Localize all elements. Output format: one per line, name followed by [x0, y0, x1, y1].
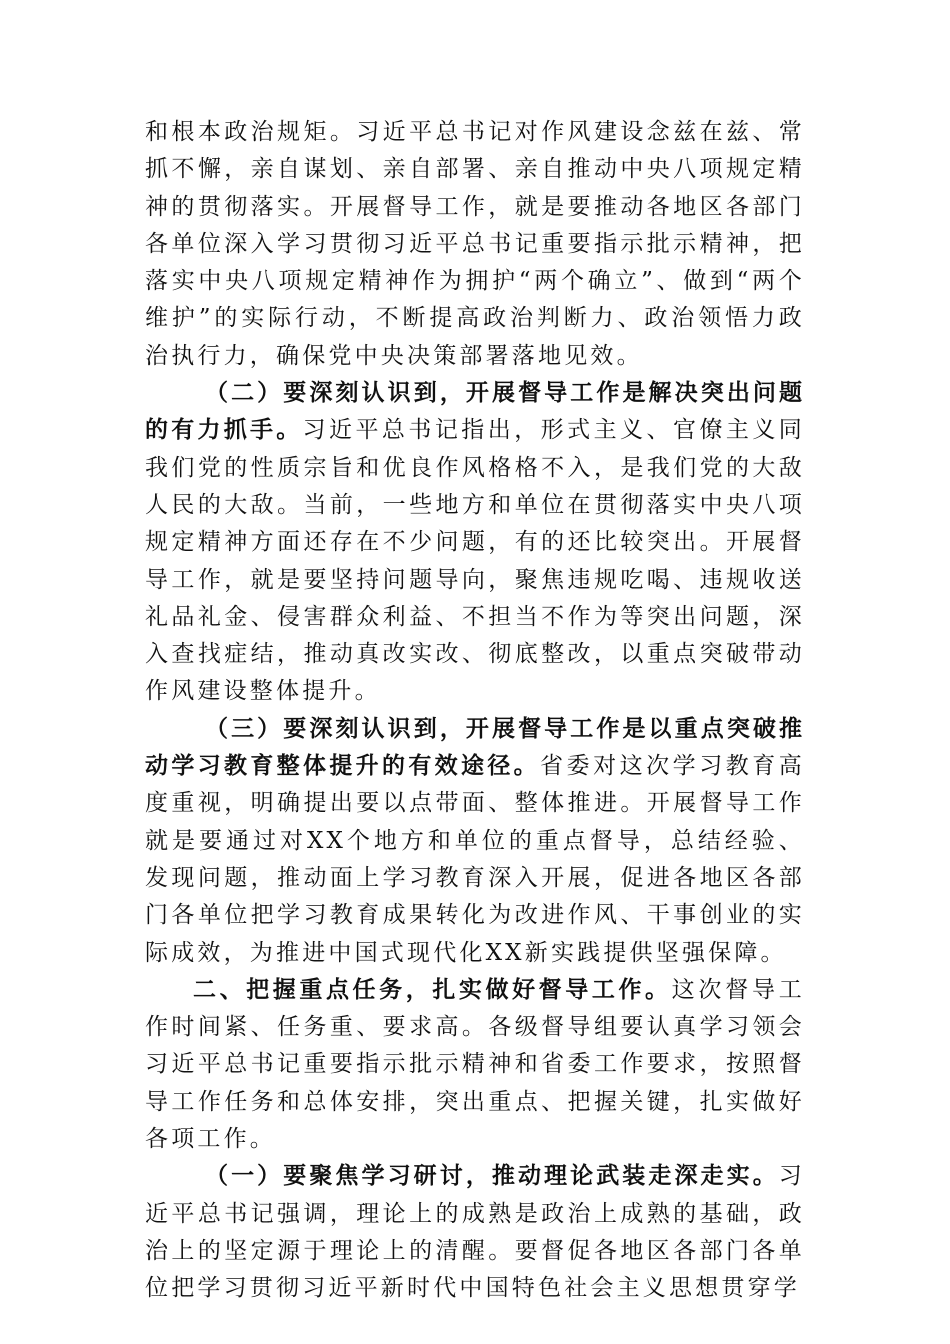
paragraph-heading: （三）要深刻认识到，开展督导工作是以重点突破推动学习教育整体提升的有效途径。: [145, 715, 805, 780]
document-body: [145, 114, 805, 1308]
paragraph-section-2-1: [145, 1158, 805, 1307]
paragraph-section-2: [145, 972, 805, 1158]
paragraph-text: 习近平总书记指出，形式主义、官僚主义同我们党的性质宗旨和优良作风格格不入，是我们党的大敌人民的大敌。当前，一些地方和单位在贯彻落实中央八项规定精神方面还存在不少问题，有的还比较突出。开展督导工作，就是要坚持问题导向，聚焦违规吃喝、违规收送礼品礼金、侵害群众利益、不担当不作为等突出问题，深入查找症结，推动真改实改、彻底整改，以重点突破带动作风建设整体提升。: [145, 417, 805, 705]
paragraph-text: 习近平总书记强调，理论上的成熟是政治上成熟的基础，政治上的坚定源于理论上的清醒。要督促各地区各部门各单位把学习贯彻习近平新时代中国特色社会主义思想贯穿学: [145, 1163, 805, 1302]
paragraph-text: 省委对这次学习教育高度重视，明确提出要以点带面、整体推进。开展督导工作就是要通过对XX个地方和单位的重点督导，总结经验、发现问题，推动面上学习教育深入开展，促进各地区各部门各单位把学习教育成果转化为改进作风、干事创业的实际成效，为推进中国式现代化XX新实践提供坚强保障。: [145, 753, 806, 966]
paragraph-section-1-3: [145, 711, 805, 972]
paragraph-heading: （二）要深刻认识到，开展督导工作是解决突出问题的有力抓手。: [145, 380, 805, 444]
paragraph-heading: （一）要聚焦学习研讨，推动理论武装走深走实。: [205, 1163, 779, 1190]
paragraph-text: 和根本政治规矩。习近平总书记对作风建设念兹在兹、常抓不懈，亲自谋划、亲自部署、亲自推动中央八项规定精神的贯彻落实。开展督导工作，就是要推动各地区各部门各单位深入学习贯彻习近平总书记重要指示批示精神，把落实中央八项规定精神作为拥护“两个确立”、做到“两个维护”的实际行动，不断提高政治判断力、政治领悟力政治执行力，确保党中央决策部署落地见效。: [145, 119, 805, 369]
paragraph-text: 这次督导工作时间紧、任务重、要求高。各级督导组要认真学习领会习近平总书记重要指示批示精神和省委工作要求，按照督导工作任务和总体安排，突出重点、把握关键，扎实做好各项工作。: [145, 976, 806, 1153]
paragraph-section-1-2: [145, 375, 805, 711]
paragraph-continuation: [145, 114, 805, 375]
section-heading: 二、把握重点任务，扎实做好督导工作。: [193, 976, 672, 1003]
